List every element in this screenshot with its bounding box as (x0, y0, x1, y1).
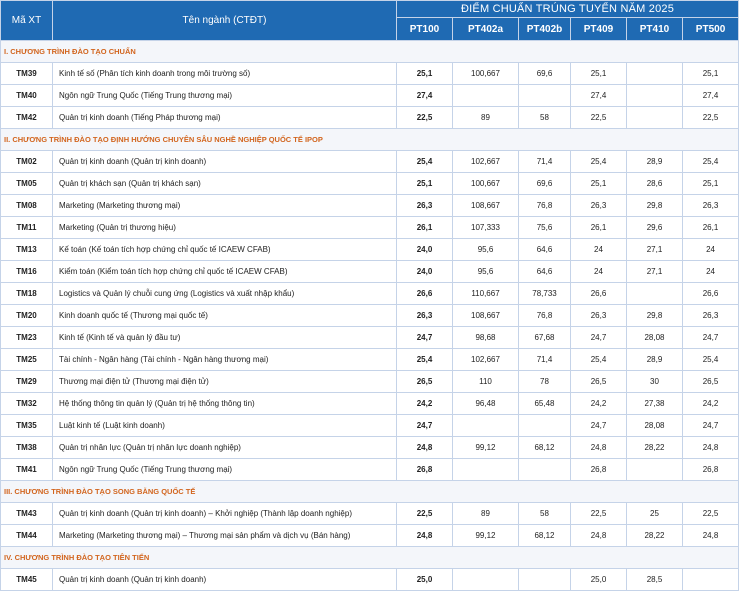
score-pt100: 26,8 (397, 459, 453, 481)
score-pt402b: 68,12 (519, 437, 571, 459)
table-row (1, 459, 739, 481)
score-pt410: 28,22 (627, 437, 683, 459)
table-row (1, 239, 739, 261)
table-row (1, 217, 739, 239)
score-pt100: 24,0 (397, 261, 453, 283)
program-code: TM41 (1, 459, 53, 481)
score-pt402b: 75,6 (519, 217, 571, 239)
table-row (1, 85, 739, 107)
score-pt402a: 110,667 (453, 283, 519, 305)
score-pt410: 29,8 (627, 305, 683, 327)
table-row (1, 503, 739, 525)
score-pt409: 25,0 (571, 569, 627, 591)
program-name: Hệ thống thông tin quản lý (Quản trị hệ thống thông tin) (53, 393, 397, 415)
score-pt409: 22,5 (571, 107, 627, 129)
score-pt500: 25,4 (683, 151, 739, 173)
score-pt500: 26,3 (683, 195, 739, 217)
section-header-row (1, 41, 739, 63)
score-pt409: 26,3 (571, 305, 627, 327)
program-code: TM45 (1, 569, 53, 591)
program-name: Logistics và Quản lý chuỗi cung ứng (Logistics và xuất nhập khẩu) (53, 283, 397, 305)
score-pt410: 28,6 (627, 173, 683, 195)
program-code: TM38 (1, 437, 53, 459)
score-pt500: 24,8 (683, 437, 739, 459)
program-code: TM29 (1, 371, 53, 393)
score-pt500: 24,7 (683, 327, 739, 349)
score-pt409: 24 (571, 239, 627, 261)
program-code: TM40 (1, 85, 53, 107)
program-name: Kinh tế số (Phân tích kinh doanh trong môi trường số) (53, 63, 397, 85)
score-pt100: 24,0 (397, 239, 453, 261)
program-code: TM39 (1, 63, 53, 85)
score-pt402b: 76,8 (519, 305, 571, 327)
program-code: TM25 (1, 349, 53, 371)
section-header-row (1, 129, 739, 151)
method-header-pt402b: PT402b (519, 18, 571, 41)
score-pt500: 22,5 (683, 107, 739, 129)
program-name: Marketing (Marketing thương mại) (53, 195, 397, 217)
table-row (1, 63, 739, 85)
program-name: Marketing (Marketing thương mại) – Thương mại sản phẩm và dịch vụ (Bán hàng) (53, 525, 397, 547)
score-pt500 (683, 569, 739, 591)
table-row (1, 525, 739, 547)
method-header-pt500: PT500 (683, 18, 739, 41)
method-header-pt402a: PT402a (453, 18, 519, 41)
table-body (1, 41, 739, 591)
program-code: TM44 (1, 525, 53, 547)
score-pt100: 22,5 (397, 107, 453, 129)
program-code: TM18 (1, 283, 53, 305)
score-pt100: 26,1 (397, 217, 453, 239)
program-name: Thương mại điện tử (Thương mại điện tử) (53, 371, 397, 393)
score-pt500: 24,7 (683, 415, 739, 437)
score-group-header: ĐIỂM CHUẨN TRÚNG TUYỂN NĂM 2025 (397, 1, 739, 18)
program-code: TM32 (1, 393, 53, 415)
table-row (1, 107, 739, 129)
score-pt500: 25,1 (683, 173, 739, 195)
score-pt410: 29,8 (627, 195, 683, 217)
table-row (1, 415, 739, 437)
score-pt402b: 78,733 (519, 283, 571, 305)
score-pt410 (627, 63, 683, 85)
program-code: TM43 (1, 503, 53, 525)
score-pt402a: 102,667 (453, 349, 519, 371)
section-title: III. CHƯƠNG TRÌNH ĐÀO TẠO SONG BẰNG QUỐC TẾ (1, 481, 739, 503)
score-pt409: 25,4 (571, 349, 627, 371)
score-pt100: 25,1 (397, 63, 453, 85)
score-pt409: 24,7 (571, 415, 627, 437)
table-row (1, 569, 739, 591)
score-pt402b: 71,4 (519, 349, 571, 371)
method-header-pt410: PT410 (627, 18, 683, 41)
score-pt402a: 100,667 (453, 173, 519, 195)
score-pt500: 24 (683, 261, 739, 283)
score-pt409: 24,8 (571, 525, 627, 547)
score-pt402a: 98,68 (453, 327, 519, 349)
score-pt402b: 69,6 (519, 63, 571, 85)
score-pt500: 24 (683, 239, 739, 261)
section-title: II. CHƯƠNG TRÌNH ĐÀO TẠO ĐỊNH HƯỚNG CHUYÊN SÂU NGHỀ NGHIỆP QUỐC TẾ IPOP (1, 129, 739, 151)
program-code: TM20 (1, 305, 53, 327)
score-pt402a: 102,667 (453, 151, 519, 173)
name-column-header: Tên ngành (CTĐT) (53, 1, 397, 41)
score-pt402b: 58 (519, 503, 571, 525)
score-pt410: 28,08 (627, 415, 683, 437)
score-pt100: 25,4 (397, 349, 453, 371)
score-pt402b (519, 85, 571, 107)
score-pt410 (627, 459, 683, 481)
score-pt100: 24,2 (397, 393, 453, 415)
score-pt410: 30 (627, 371, 683, 393)
score-pt410: 29,6 (627, 217, 683, 239)
program-code: TM42 (1, 107, 53, 129)
score-pt409: 27,4 (571, 85, 627, 107)
table-row (1, 261, 739, 283)
score-pt402a: 95,6 (453, 239, 519, 261)
score-pt409: 26,8 (571, 459, 627, 481)
score-pt410: 28,5 (627, 569, 683, 591)
score-pt410: 27,38 (627, 393, 683, 415)
score-pt409: 26,1 (571, 217, 627, 239)
score-pt410 (627, 283, 683, 305)
score-pt409: 24,8 (571, 437, 627, 459)
score-pt402a: 99,12 (453, 437, 519, 459)
score-pt409: 26,5 (571, 371, 627, 393)
program-name: Tài chính - Ngân hàng (Tài chính - Ngân hàng thương mại) (53, 349, 397, 371)
program-name: Quản trị khách sạn (Quản trị khách sạn) (53, 173, 397, 195)
score-pt402b: 69,6 (519, 173, 571, 195)
score-pt402a: 89 (453, 107, 519, 129)
score-pt410 (627, 85, 683, 107)
score-pt409: 24 (571, 261, 627, 283)
score-pt409: 26,3 (571, 195, 627, 217)
score-pt402a: 96,48 (453, 393, 519, 415)
score-pt100: 26,3 (397, 195, 453, 217)
score-pt402a: 110 (453, 371, 519, 393)
score-pt100: 25,1 (397, 173, 453, 195)
method-header-pt100: PT100 (397, 18, 453, 41)
score-pt500: 26,8 (683, 459, 739, 481)
program-code: TM13 (1, 239, 53, 261)
program-name: Kế toán (Kế toán tích hợp chứng chỉ quốc tế ICAEW CFAB) (53, 239, 397, 261)
score-pt402a (453, 569, 519, 591)
score-pt100: 26,6 (397, 283, 453, 305)
score-pt402b: 64,6 (519, 239, 571, 261)
score-pt409: 25,1 (571, 63, 627, 85)
program-name: Quản trị kinh doanh (Quản trị kinh doanh) – Khởi nghiệp (Thành lập doanh nghiệp) (53, 503, 397, 525)
score-pt410: 27,1 (627, 261, 683, 283)
score-pt402a (453, 415, 519, 437)
score-pt100: 27,4 (397, 85, 453, 107)
program-code: TM05 (1, 173, 53, 195)
score-pt402a: 89 (453, 503, 519, 525)
score-pt100: 24,8 (397, 437, 453, 459)
score-pt500: 26,1 (683, 217, 739, 239)
score-pt410: 28,22 (627, 525, 683, 547)
program-code: TM02 (1, 151, 53, 173)
score-pt402a (453, 459, 519, 481)
score-pt500: 26,6 (683, 283, 739, 305)
table-row (1, 195, 739, 217)
program-name: Ngôn ngữ Trung Quốc (Tiếng Trung thương mại) (53, 459, 397, 481)
score-pt500: 26,5 (683, 371, 739, 393)
score-pt402a (453, 85, 519, 107)
section-header-row (1, 481, 739, 503)
score-pt402a: 107,333 (453, 217, 519, 239)
score-pt100: 26,3 (397, 305, 453, 327)
program-name: Kinh doanh quốc tế (Thương mại quốc tế) (53, 305, 397, 327)
score-pt402b (519, 459, 571, 481)
program-name: Quản trị nhân lực (Quản trị nhân lực doanh nghiệp) (53, 437, 397, 459)
score-pt402a: 108,667 (453, 195, 519, 217)
table-row (1, 305, 739, 327)
program-name: Marketing (Quản trị thương hiệu) (53, 217, 397, 239)
score-pt402b: 65,48 (519, 393, 571, 415)
program-name: Quản trị kinh doanh (Quản trị kinh doanh) (53, 151, 397, 173)
score-pt500: 25,1 (683, 63, 739, 85)
score-pt409: 25,1 (571, 173, 627, 195)
section-header-row (1, 547, 739, 569)
table-row (1, 393, 739, 415)
score-pt409: 22,5 (571, 503, 627, 525)
score-pt409: 25,4 (571, 151, 627, 173)
table-row (1, 173, 739, 195)
score-pt402b: 67,68 (519, 327, 571, 349)
table-row (1, 327, 739, 349)
score-pt402a: 108,667 (453, 305, 519, 327)
method-header-pt409: PT409 (571, 18, 627, 41)
score-pt100: 22,5 (397, 503, 453, 525)
score-pt402b (519, 569, 571, 591)
program-name: Ngôn ngữ Trung Quốc (Tiếng Trung thương mại) (53, 85, 397, 107)
score-pt402b (519, 415, 571, 437)
score-pt410: 27,1 (627, 239, 683, 261)
score-pt402b: 71,4 (519, 151, 571, 173)
program-name: Quản trị kinh doanh (Quản trị kinh doanh) (53, 569, 397, 591)
score-pt409: 24,7 (571, 327, 627, 349)
table-row (1, 349, 739, 371)
program-name: Kinh tế (Kinh tế và quản lý đầu tư) (53, 327, 397, 349)
program-name: Quản trị kinh doanh (Tiếng Pháp thương mại) (53, 107, 397, 129)
score-pt500: 27,4 (683, 85, 739, 107)
program-code: TM08 (1, 195, 53, 217)
score-pt500: 24,2 (683, 393, 739, 415)
score-pt402a: 100,667 (453, 63, 519, 85)
score-pt410: 25 (627, 503, 683, 525)
score-pt410: 28,9 (627, 151, 683, 173)
program-name: Kiểm toán (Kiểm toán tích hợp chứng chỉ quốc tế ICAEW CFAB) (53, 261, 397, 283)
program-code: TM23 (1, 327, 53, 349)
score-pt410 (627, 107, 683, 129)
section-title: I. CHƯƠNG TRÌNH ĐÀO TẠO CHUẨN (1, 41, 739, 63)
score-pt100: 24,8 (397, 525, 453, 547)
table-row (1, 283, 739, 305)
score-pt409: 24,2 (571, 393, 627, 415)
section-title: IV. CHƯƠNG TRÌNH ĐÀO TẠO TIÊN TIẾN (1, 547, 739, 569)
program-code: TM11 (1, 217, 53, 239)
table-row (1, 437, 739, 459)
score-pt100: 24,7 (397, 415, 453, 437)
score-pt402b: 64,6 (519, 261, 571, 283)
score-pt100: 25,0 (397, 569, 453, 591)
score-pt500: 22,5 (683, 503, 739, 525)
table-row (1, 371, 739, 393)
score-pt410: 28,08 (627, 327, 683, 349)
score-pt410: 28,9 (627, 349, 683, 371)
code-column-header: Mã XT (1, 1, 53, 41)
score-pt402b: 76,8 (519, 195, 571, 217)
score-pt100: 26,5 (397, 371, 453, 393)
program-name: Luật kinh tế (Luật kinh doanh) (53, 415, 397, 437)
score-pt402b: 68,12 (519, 525, 571, 547)
score-pt402a: 99,12 (453, 525, 519, 547)
table-row (1, 151, 739, 173)
program-code: TM16 (1, 261, 53, 283)
program-code: TM35 (1, 415, 53, 437)
score-pt402b: 78 (519, 371, 571, 393)
score-pt500: 26,3 (683, 305, 739, 327)
score-pt100: 25,4 (397, 151, 453, 173)
score-pt402b: 58 (519, 107, 571, 129)
score-pt500: 25,4 (683, 349, 739, 371)
score-pt100: 24,7 (397, 327, 453, 349)
score-pt402a: 95,6 (453, 261, 519, 283)
score-pt409: 26,6 (571, 283, 627, 305)
score-pt500: 24,8 (683, 525, 739, 547)
